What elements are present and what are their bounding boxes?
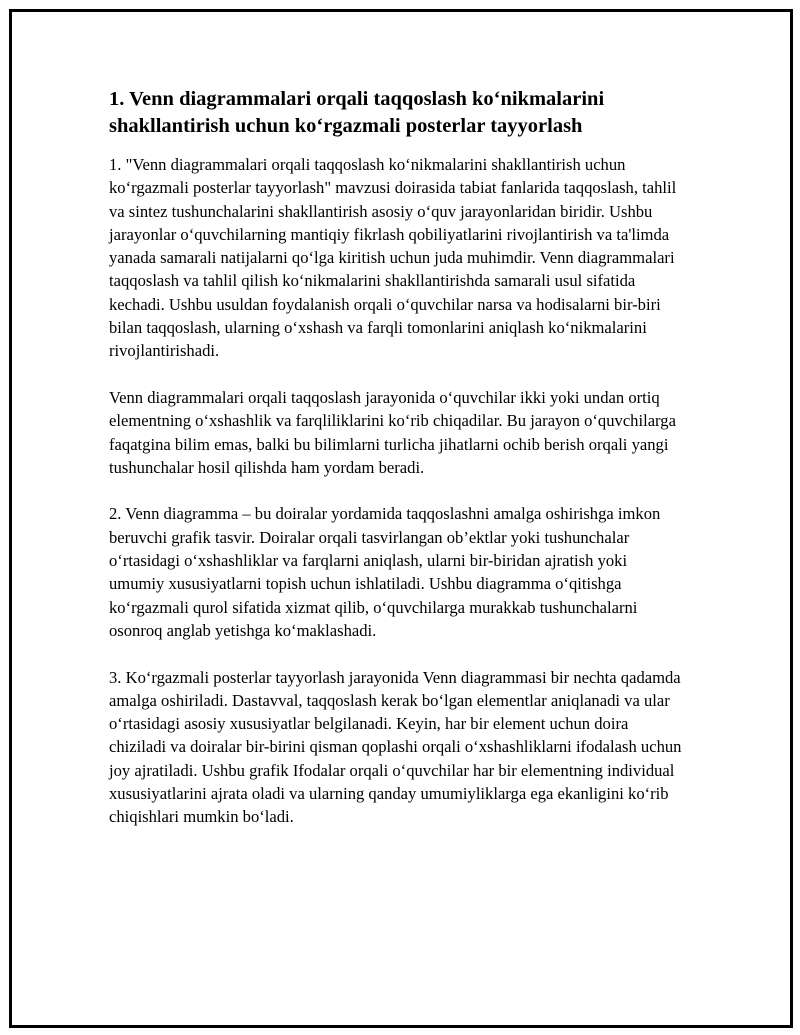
document-body <box>109 86 684 852</box>
document-title: 1. Venn diagrammalari orqali taqqoslash ko‘nikmalarini shakllantirish uchun ko‘rgazmali posterlar tayyorlash <box>109 88 605 137</box>
paragraph-4: 3. Ko‘rgazmali posterlar tayyorlash jarayonida Venn diagrammasi bir nechta qadamda amalga oshiriladi. Dastavval, taqqoslash kerak bo‘lgan elementlar aniqlanadi va ular o‘rtasidagi asosiy xususiyatlar belgilanadi. Keyin, har bir element uchun doira chiziladi va doiralar bir-birini qisman qoplashi orqali o‘xshashliklarni ifodalash uchun joy ajratiladi. Ushbu grafik Ifodalar orqali o‘quvchilar har bir elementning individual xususiyatlarini ajrata oladi va ularning qanday umumiyliklarga ega ekanligini ko‘rib chiqishlari mumkin bo‘ladi. <box>109 667 682 827</box>
paragraph-3: 2. Venn diagramma – bu doiralar yordamida taqqoslashni amalga oshirishga imkon beruvchi grafik tasvir. Doiralar orqali tasvirlangan ob’ektlar yoki tushunchalar o‘rtasidagi o‘xshashliklar va farqlarni aniqlash, ularni bir-biridan ajratish yoki umumiy xususiyatlarni topish uchun ishlatiladi. Ushbu diagramma o‘qitishga ko‘rgazmali qurol sifatida xizmat qilib, o‘quvchilarga murakkab tushunchalarni osonroq anglab yetishga ko‘maklashadi. <box>109 504 661 640</box>
paragraph-2: Venn diagrammalari orqali taqqoslash jarayonida o‘quvchilar ikki yoki undan ortiq elementning o‘xshashlik va farqliliklarini ko‘rib chiqadilar. Bu jarayon o‘quvchilarga faqatgina bilim emas, balki bu bilimlarni turlicha jihatlarni ochib berish orqali yangi tushunchalar hosil qilishda ham yordam beradi. <box>109 387 676 477</box>
paragraph-1: 1. "Venn diagrammalari orqali taqqoslash ko‘nikmalarini shakllantirish uchun ko‘rgazmali posterlar tayyorlash" mavzusi doirasida tabiat fanlarida taqqoslash, tahlil va sintez tushunchalarini shakllantirish asosiy o‘quv jarayonlaridan biridir. Ushbu jarayonlar o‘quvchilarning mantiqiy fikrlash qobiliyatlarini rivojlantirish va ta'limda yanada samarali natijalarni qo‘lga kiritish uchun juda muhimdir. Venn diagrammalari taqqoslash va tahlil qilish ko‘nikmalarini shakllantirishda samarali usul sifatida kechadi. Ushbu usuldan foydalanish orqali o‘quvchilar narsa va hodisalarni bir-biri bilan taqqoslash, ularning o‘xshash va farqli tomonlarini aniqlash ko‘nikmalarini rivojlantirishadi. <box>109 155 677 361</box>
